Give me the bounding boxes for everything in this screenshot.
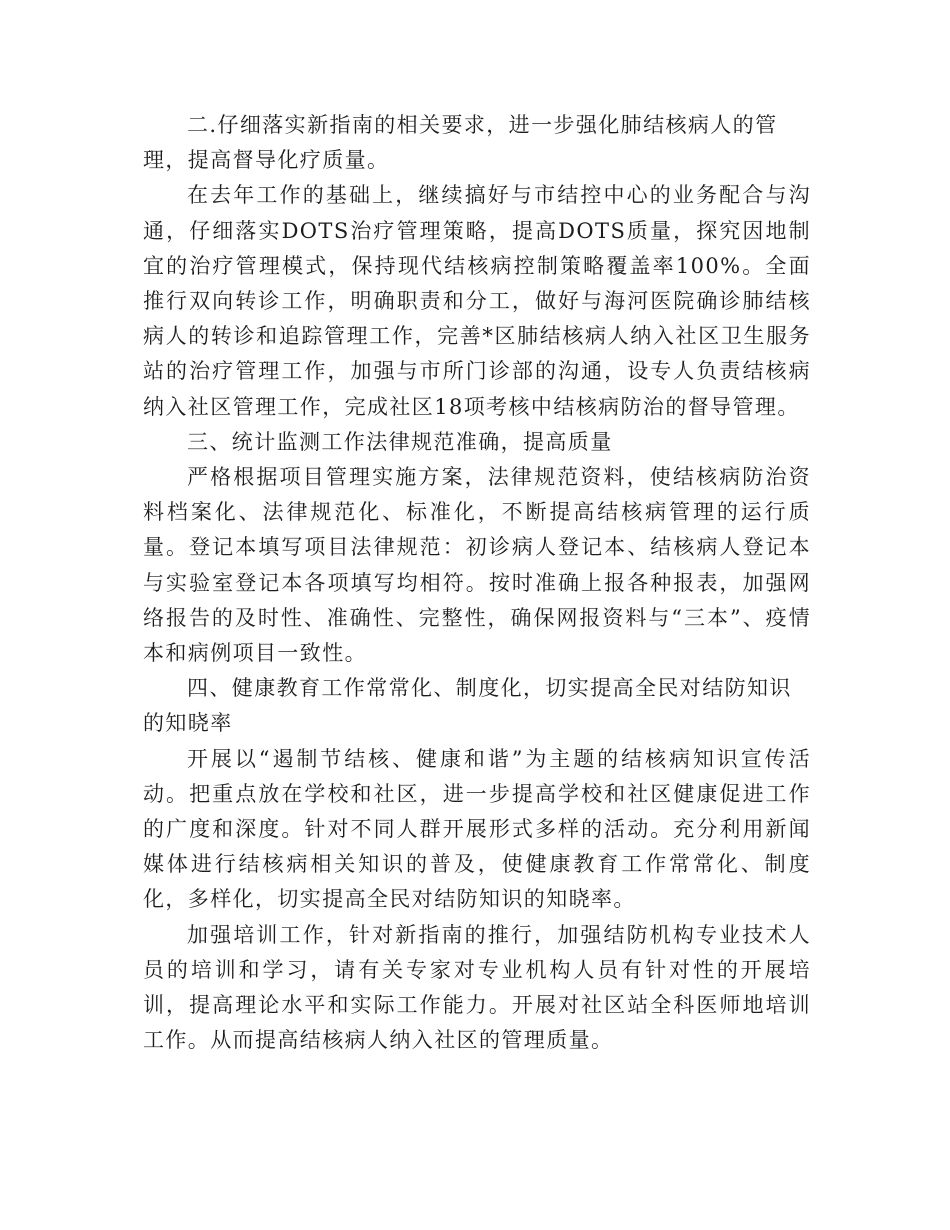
paragraph-dots-management: 在去年工作的基础上，继续搞好与市结控中心的业务配合与沟通，仔细落实DOTS治疗管理策略，提高DOTS质量，探究因地制宜的治疗管理模式，保持现代结核病控制策略覆盖率100%。全面推行双向转诊工作，明确职责和分工，做好与海河医院确诊肺结核病人的转诊和追踪管理工作，完善*区肺结核病人纳入社区卫生服务站的治疗管理工作，加强与市所门诊部的沟通，设专人负责结核病纳入社区管理工作，完成社区18项考核中结核病防治的督导管理。 — [143, 183, 811, 419]
paragraph-health-education: 开展以“遏制节结核、健康和谐”为主题的结核病知识宣传活动。把重点放在学校和社区，进一步提高学校和社区健康促进工作的广度和深度。针对不同人群开展形式多样的活动。充分利用新闻媒体进行结核病相关知识的普及，使健康教育工作常常化、制度化，多样化，切实提高全民对结防知识的知晓率。 — [143, 746, 811, 912]
section-heading-4: 四、健康教育工作常常化、制度化，切实提高全民对结防知识的知晓率 — [143, 676, 792, 736]
paragraph-statistics-monitoring: 严格根据项目管理实施方案，法律规范资料，使结核病防治资料档案化、法律规范化、标准化，不断提高结核病管理的运行质量。登记本填写项目法律规范：初诊病人登记本、结核病人登记本与实验室登记本各项填写均相符。按时准确上报各种报表，加强网络报告的及时性、准确性、完整性，确保网报资料与“三本”、疫情本和病例项目一致性。 — [143, 465, 811, 666]
document-body — [143, 108, 811, 1058]
section-heading-3: 三、统计监测工作法律规范准确，提高质量 — [187, 429, 613, 454]
paragraph-training: 加强培训工作，针对新指南的推行，加强结防机构专业技术人员的培训和学习，请有关专家对专业机构人员有针对性的开展培训，提高理论水平和实际工作能力。开展对社区站全科医师地培训工作。从而提高结核病人纳入社区的管理质量。 — [143, 922, 811, 1053]
section-heading-2: 二.仔细落实新指南的相关要求，进一步强化肺结核病人的管理，提高督导化疗质量。 — [143, 113, 778, 173]
